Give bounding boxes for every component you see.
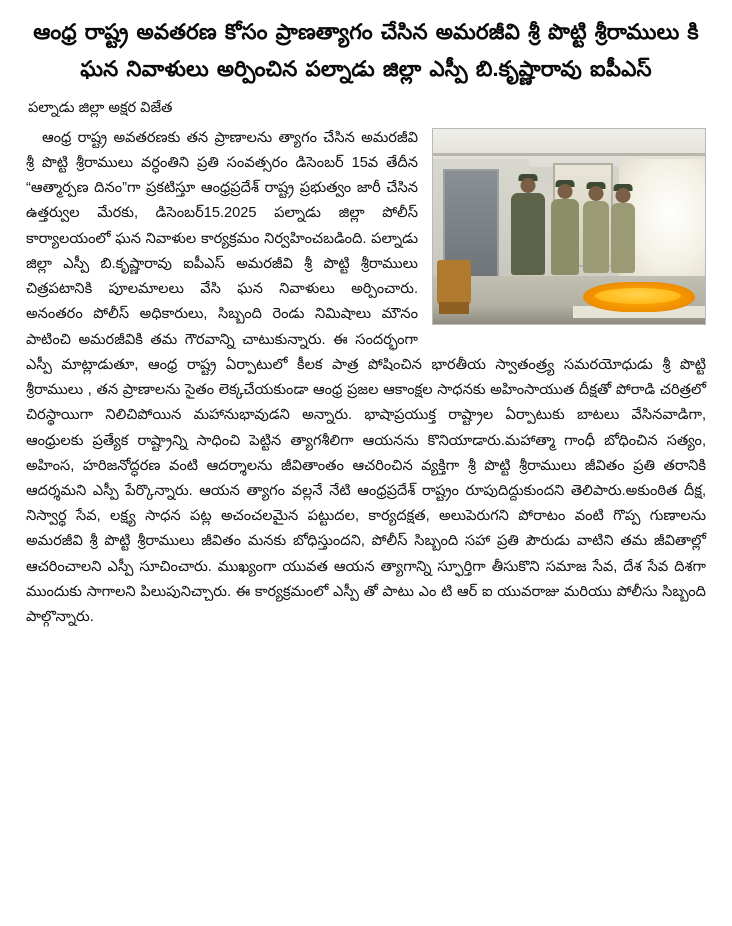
- page-title: ఆంధ్ర రాష్ట్ర అవతరణ కోసం ప్రాణత్యాగం చేసిన అమరజీవి శ్రీ పొట్టి శ్రీరాములు కి ఘన నివాళులు అర్పించిన పల్నాడు జిల్లా ఎస్పీ బి.కృష్ణారావు ఐపీఎస్: [33, 20, 699, 81]
- police-officers-paying-tribute-photo: [432, 128, 706, 325]
- byline: పల్నాడు జిల్లా అక్షర విజేత: [28, 99, 173, 116]
- photo-officer-fourth: [611, 203, 635, 273]
- photo-officer-head: [558, 184, 573, 199]
- photo-officer-front: [511, 193, 545, 275]
- photo-officer-head: [616, 188, 631, 203]
- photo-officer-third: [583, 201, 609, 273]
- photo-officer-head: [521, 178, 536, 193]
- photo-officer-head: [589, 186, 604, 201]
- photo-chair: [437, 260, 471, 304]
- photo-marigold-garland-highlight: [595, 288, 681, 304]
- photo-officer-second: [551, 199, 579, 275]
- photo-ceiling-beam: [433, 153, 705, 156]
- article-paragraph: ఆంధ్ర రాష్ట్ర అవతరణకు తన ప్రాణాలను త్యాగం చేసిన అమరజీవి శ్రీ పొట్టి శ్రీరాములు వర్ధంతిని ప్రతి సంవత్సరం డిసెంబర్ 15వ తేదీన “ఆత్మార్పణ దినం”గా ప్రకటిస్తూ ఆంధ్రప్రదేశ్ రాష్ట్ర ప్రభుత్వం జారీ చేసిన ఉత్తర్వుల మేరకు, డిసెంబర్15.2025 పల్నాడు జిల్లా పోలీస్ కార్యాలయంలో ఘన నివాళుల కార్యక్రమం నిర్వహించబడింది. పల్నాడు జిల్లా ఎస్పీ బి.కృష్ణారావు ఐపీఎస్ అమరజీవి శ్రీ పొట్టి శ్రీరాములు చిత్రపటానికి పూలమాలలు వేసి ఘన నివాళులు అర్పించారు. అనంతరం పోలీస్ అధికారులు, సిబ్బంది రెండు నిమిషాలు మౌనం పాటించి అమరజీవికి తమ గౌరవాన్ని చాటుకున్నారు. ఈ సందర్భంగా ఎస్పీ మాట్లాడుతూ, ఆంధ్ర రాష్ట్ర ఏర్పాటులో కీలక పాత్ర పోషించిన భారతీయ స్వాతంత్ర్య సమరయోధుడు శ్రీ పొట్టి శ్రీరాములు , తన ప్రాణాలను సైతం లెక్కచేయకుండా ఆంధ్ర ప్రజల ఆకాంక్షల సాధనకు అహింసాయుత దీక్షతో పోరాడి చరిత్రలో చిరస్థాయిగా నిలిచిపోయిన మహానుభావుడని అన్నారు. భాషాప్రయుక్త రాష్ట్రాల ఏర్పాటుకు బాటలు వేసినవాడిగా, ఆంధ్రులకు ప్రత్యేక రాష్ట్రాన్ని సాధించి పెట్టిన త్యాగశీలిగా ఆయనను కొనియాడారు.మహాత్మా గాంధీ బోధించిన సత్యం, అహింస, హరిజనోద్ధరణ వంటి ఆదర్శాలను జీవితాంతం ఆచరించిన వ్యక్తిగా శ్రీ పొట్టి శ్రీరాములు జీవితం ప్రతి తరానికి ఆదర్శమని ఎస్పీ పేర్కొన్నారు. ఆయన త్యాగం వల్లనే నేటి ఆంధ్రప్రదేశ్ రాష్ట్రం రూపుదిద్దుకుందని తెలిపారు.అకుంఠిత దీక్ష, నిస్వార్థ సేవ, లక్ష్య సాధన పట్ల అచంచలమైన పట్టుదల, కార్యదక్షత, అలుపెరుగని పోరాటం వంటి గొప్ప గుణాలను అమరజీవి శ్రీ పొట్టి శ్రీరాములు జీవితం మనకు బోధిస్తుందని, పోలీస్ సిబ్బంది సహా ప్రతి పౌరుడు వాటిని తమ జీవితాల్లో ఆచరించాలని ఎస్పీ సూచించారు. ముఖ్యంగా యువత ఆయన త్యాగాన్ని స్ఫూర్తిగా తీసుకొని సమాజ సేవ, దేశ సేవ దిశగా ముందుకు సాగాలని పిలుపునిచ్చారు. ఈ కార్యక్రమంలో ఎస్పీ తో పాటు ఎం టి ఆర్ ఐ యువరాజు మరియు పోలీసు సిబ్బంది పాల్గొన్నారు.: [26, 129, 706, 626]
